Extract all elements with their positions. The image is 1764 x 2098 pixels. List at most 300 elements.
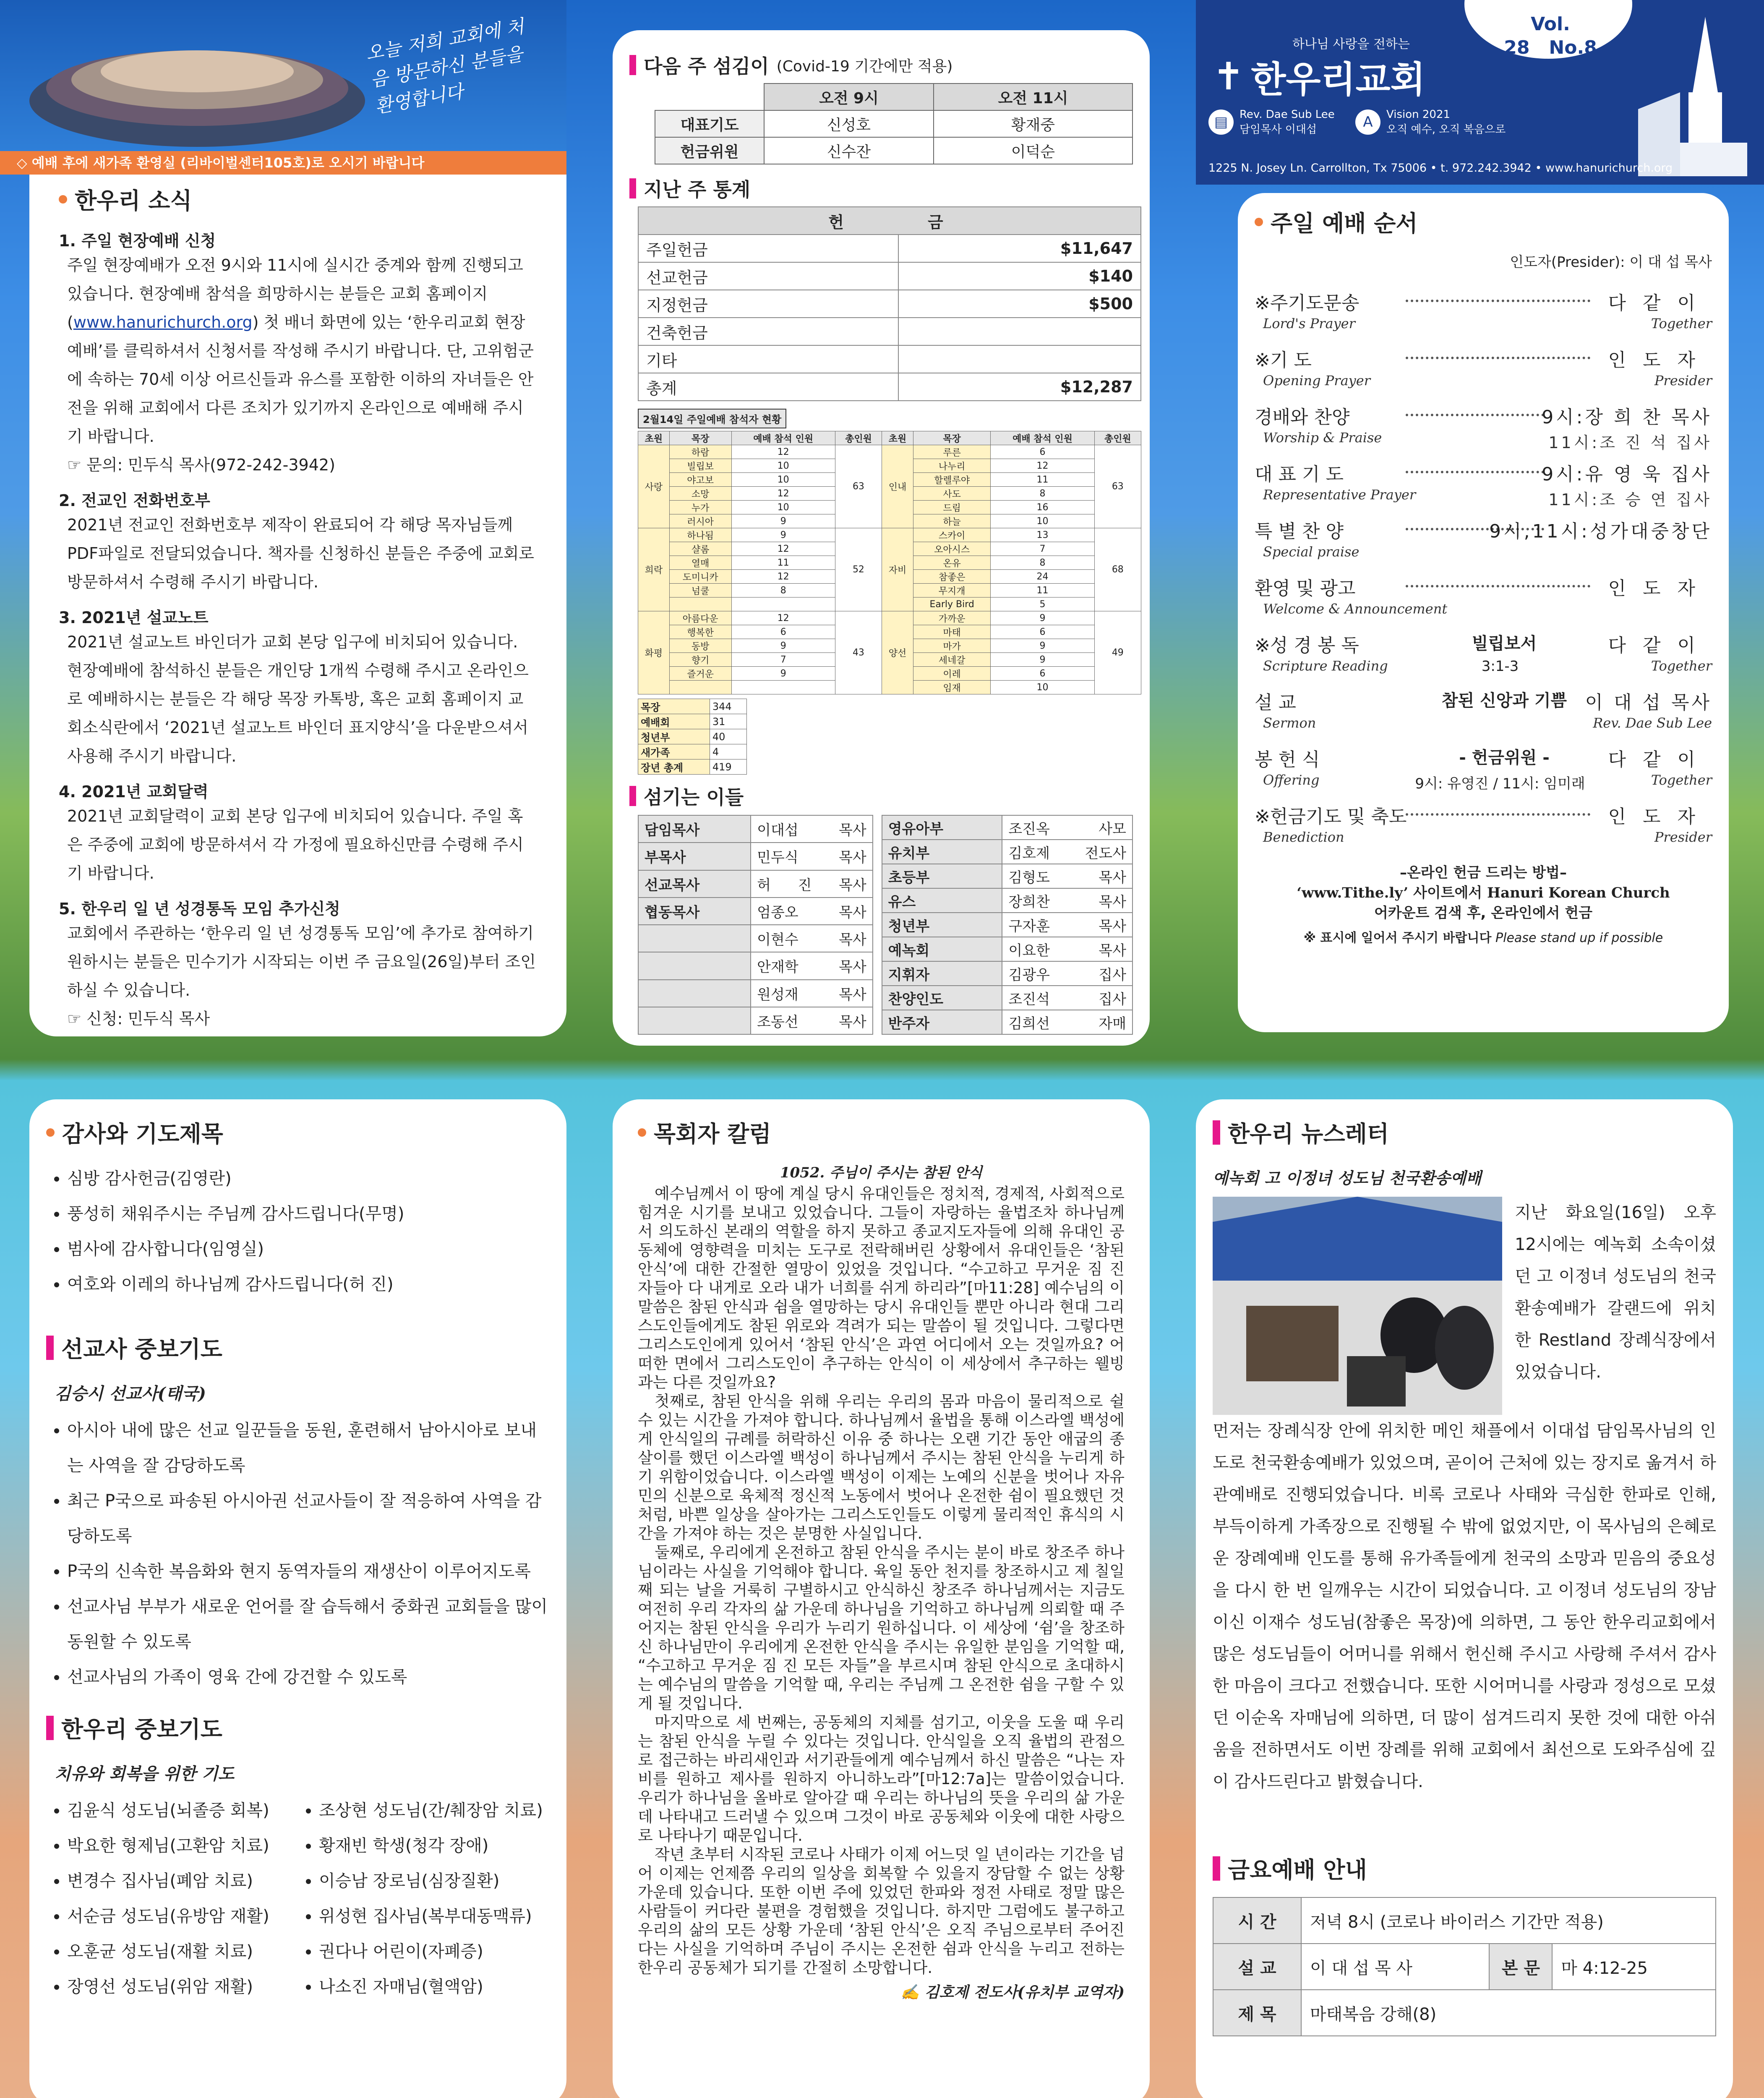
person-name: 안재학 목사 (751, 952, 873, 979)
cell-name: 드림 (913, 501, 991, 514)
person-name: 민두식 목사 (751, 843, 873, 870)
cell-count: 12 (731, 445, 835, 459)
news-item-2 (59, 488, 537, 596)
news-body: 2021년 설교노트 바인더가 교회 본당 입구에 비치되어 있습니다. 현장예배에 참석하신 분들은 개인당 1개씩 수령해 주시고 온라인으로 예배하시는 분들은 각 해당 목장 카톡방, 혹은 교회 홈페이지 교회소식란에서 ‘2021년 설교노트 바인더 표지양식’을 다운받으셔서 사용해 주시기 바랍니다. (67, 633, 529, 765)
list-item: • 나소진 자매님(혈액암) (319, 1969, 543, 2004)
cell-name: 누가 (669, 501, 731, 514)
news-note: ☞ 신청: 민두식 목사 (67, 1010, 210, 1028)
person-name: 이대섭 목사 (751, 815, 873, 843)
table-row (638, 925, 873, 952)
column-header: 목장 (913, 431, 991, 445)
cell-name: 할렐루야 (913, 473, 991, 487)
group-name: 사랑 (638, 445, 670, 528)
list-item: • P국의 신속한 복음화와 현지 동역자들의 재생산이 이루어지도록 (67, 1554, 550, 1589)
order-eng: Representative Prayer (1263, 487, 1416, 503)
order-kor: ※주기도문송 (1255, 292, 1360, 314)
group-name: 인내 (882, 445, 913, 528)
column-header: 초원 (882, 431, 913, 445)
offering-title: 다음 주 섬김이 (Covid-19 기간에만 적용) (629, 51, 1133, 79)
order-leader: 인도자 (1608, 806, 1712, 827)
attendance-title: 2월14일 주일예배 참석자 현황 (638, 409, 786, 428)
order-kor: 봉 헌 식 (1255, 749, 1320, 770)
table-row (638, 843, 873, 870)
order-leader: 9시,11시:성가대중창단 (1489, 521, 1712, 542)
order-leader: 인도자 (1608, 578, 1712, 599)
cell-name: 야고보 (669, 473, 731, 487)
table-row: 기타 (638, 345, 1141, 373)
column-header: 예배 참석 인원 (731, 431, 835, 445)
cell-name: 오아시스 (913, 542, 991, 556)
leader-dots (1406, 471, 1544, 473)
order-kor: 환영 및 광고 (1255, 578, 1356, 599)
order-eng: Offering (1263, 772, 1320, 788)
stats-table: 헌금 주일헌금 $11,647 선교헌금 $140 지정헌금 $500 건축헌금 기타 총계 $12,287 (638, 206, 1141, 401)
role-label: 청년부 (882, 913, 1002, 937)
cell-count: 9 (731, 667, 835, 681)
table-row (638, 714, 747, 729)
cell-name: 예배회 (638, 714, 710, 729)
group-name: 화평 (638, 611, 670, 694)
info-icon: ◇ (17, 155, 32, 171)
group-total: 49 (1094, 611, 1141, 694)
table-row (638, 445, 1141, 459)
bullet-dot-icon (46, 1128, 55, 1137)
cell-count: 5 (991, 598, 1094, 611)
cell-count: 11 (731, 556, 835, 570)
role-label (638, 952, 751, 979)
cell-count: 6 (731, 625, 835, 639)
vision-icon: A (1355, 110, 1380, 135)
list-item: • 심방 감사헌금(김영란) (67, 1161, 550, 1196)
table-row: 선교헌금 $140 (638, 262, 1141, 290)
prayer-panel (29, 1099, 566, 2098)
cell-count: 7 (991, 542, 1094, 556)
group-name: 자비 (882, 528, 913, 611)
list-item: • 황재빈 학생(청각 장애) (319, 1828, 543, 1863)
cell-count: 11 (991, 584, 1094, 598)
cell-name: 빌립보 (669, 459, 731, 473)
news-body: 2021년 교회달력이 교회 본당 입구에 비치되어 있습니다. 주일 혹은 주중에 교회에 방문하셔서 각 가정에 필요하신만큼 수령해 주시기 바랍니다. (67, 807, 524, 882)
person-name: 이요한 목사 (1002, 937, 1133, 961)
role-label: 초등부 (882, 864, 1002, 888)
order-eng: Benediction (1263, 829, 1344, 845)
intercession-title: 한우리 중보기도 (46, 1712, 550, 1744)
church-logo: ✝ 한우리교회 (1213, 54, 1425, 101)
cell-name: 러시아 (669, 514, 731, 528)
stats-title: 지난 주 통계 (629, 175, 1133, 202)
cell-name: 동방 (669, 639, 731, 653)
news-body: 2021년 전교인 전화번호부 제작이 완료되어 각 해당 목자님들께 PDF파일로 전달되었습니다. 책자를 신청하신 분들은 주중에 교회로 방문하셔서 수령해 주시기 바랍니다. (67, 516, 534, 591)
order-kor: ※헌금기도 및 축도 (1255, 806, 1407, 827)
cell-count (731, 598, 835, 611)
list-item: • 조상현 성도님(간/췌장암 치료) (319, 1793, 543, 1828)
servers-table: 오전 9시 오전 11시 대표기도 신성호 황재중 헌금위원 신수잔 이덕순 (655, 83, 1133, 164)
cell-name: 장년 총계 (638, 759, 710, 775)
order-leader-sub: Together (1651, 316, 1712, 331)
table-row: 헌금위원 신수잔 이덕순 (655, 137, 1133, 164)
crowd-photo (25, 4, 369, 147)
role-label (638, 1007, 751, 1034)
column-paragraph: 마지막으로 세 번째는, 공동체의 지체를 섬기고, 이웃을 도울 때 우리는 참된 안식을 누릴 수 있다는 것입니다. 안식일을 오직 율법의 관점으로 접근하는 바리새인과 서기관들에게 예수님께서 하신 말씀은 “나는 자비를 원하고 제사를 원하지 아니하노라”[마12:7a]는 말씀이었습니다. 우리가 하나님을 올바로 알아갈 때 우리는 하나님의 뜻을 우리의 삶 가운데 나타내고 드러낼 수 있으며 그것이 바로 공동체와 이웃에 대한 사랑으로 나타나기 때문입니다. (638, 1713, 1125, 1845)
order-leader-sub: 11시:조 승 연 집사 (1548, 491, 1712, 509)
table-row: 대표기도 신성호 황재중 (655, 110, 1133, 137)
column-paragraph: 예수님께서 이 땅에 계실 당시 유대인들은 정치적, 경제적, 사회적으로 힘겨운 시기를 보내고 있었습니다. 그들이 자랑하는 율법조차 하나님께서 의도하신 본래의 역할을 하지 못하고 종교지도자들에 의해 유대인 공동체에 영향력을 미치는 도구로 전락해버린 상황에서 유대인들은 ‘참된 안식’에 대한 간절한 열망이 있었을 것입니다. “수고하고 무거운 짐 진 자들아 다 내게로 오라 내가 너희를 쉬게 하리라”[마11:28] 예수님의 이 말씀은 참된 안식과 쉼을 열망하는 당시 유대인들 뿐만 아니라 현대 그리스도인들에게도 참된 위로와 격려가 되는 말씀이 될 것입니다. 그렇다면 그리스도인에게 있어서 ‘참된 안식’은 과연 어디에서 오는 것일까요? 어떠한 면에서 그리스도인이 추구하는 안식이 이 세상에서 추구하는 웰빙과는 다른 것일까요? (638, 1185, 1125, 1391)
table-row (638, 729, 747, 744)
header-block (1196, 0, 1764, 185)
cell-count: 8 (991, 487, 1094, 501)
intercession-list-left (46, 1793, 298, 2004)
person-name: 김형도 목사 (1002, 864, 1133, 888)
news-heading: 2. 전교인 전화번호부 (59, 491, 210, 510)
cell-name: 청년부 (638, 729, 710, 744)
role-label: 영유아부 (882, 815, 1002, 840)
table-row (882, 961, 1133, 986)
pastor-info: ▤ Rev. Dae Sub Lee 담임목사 이대섭 (1208, 107, 1335, 137)
section-bar-icon (1213, 1856, 1220, 1881)
bullet-dot-icon (1255, 218, 1263, 226)
worship-panel (1238, 193, 1729, 1032)
list-item: • 이승남 장로님(심장질환) (319, 1863, 543, 1899)
bible-icon: ▤ (1208, 110, 1234, 135)
table-row: 총계 $12,287 (638, 373, 1141, 401)
table-row (638, 759, 747, 775)
cell-count: 12 (731, 487, 835, 501)
cell-name: 새가족 (638, 744, 710, 759)
person-name: 김호제 전도사 (1002, 840, 1133, 864)
tagline: 하나님 사랑을 전하는 (1292, 37, 1410, 52)
order-mid-sub: 9시: 유영진 / 11시: 임미래 (1415, 775, 1585, 792)
order-kor: 경배와 찬양 (1255, 407, 1350, 428)
cell-count: 10 (731, 459, 835, 473)
order-leader: 9시:장 희 찬 목사 (1542, 407, 1712, 428)
table-row: 건축헌금 (638, 318, 1141, 345)
role-label: 협동목사 (638, 898, 751, 925)
table-row (882, 1010, 1133, 1034)
column-paragraph: 작년 초부터 시작된 코로나 사태가 이제 어느덧 일 년이라는 기간을 넘어 이제는 언제쯤 우리의 일상을 회복할 수 있을지 장담할 수 없는 상황가운데 있습니다. 또한 이번 주에 있었던 한파와 정전 사태로 정말 많은 사람들이 커다란 불편을 경험했을 것입니다. 하지만 그럼에도 불구하고 우리의 삶의 모든 상황 가운데 ‘참된 안식’은 오직 주님으로부터 주어진다는 사실을 기억하며 주님이 주시는 온전한 쉼과 안식을 누리고 전하는 한우리 공동체가 되기를 간절히 소망합니다. (638, 1845, 1125, 1977)
table-header (638, 431, 1141, 445)
order-eng: Lord's Prayer (1263, 316, 1355, 331)
column-body (638, 1184, 1125, 1977)
cell-count: 12 (731, 611, 835, 625)
order-item (1255, 345, 1712, 402)
person-name: 구자훈 목사 (1002, 913, 1133, 937)
cell-name: 온유 (913, 556, 991, 570)
order-item (1255, 630, 1712, 687)
order-kor: 대 표 기 도 (1255, 464, 1344, 485)
church-steeple (1621, 8, 1747, 185)
list-item: • 아시아 내에 많은 선교 일꾼들을 동원, 훈련해서 남아시아로 보내는 사역을 잘 감당하도록 (67, 1413, 550, 1483)
thanks-title: 감사와 기도제목 (46, 1116, 550, 1148)
order-eng: Welcome & Announcement (1263, 601, 1448, 617)
order-eng: Worship & Praise (1263, 430, 1382, 446)
news-heading: 4. 2021년 교회달력 (59, 783, 209, 801)
role-label (638, 925, 751, 952)
mission-list (46, 1413, 550, 1695)
cell-name: 도미니카 (669, 570, 731, 584)
leader-dots (1406, 813, 1590, 816)
funeral-photo (1213, 1197, 1502, 1415)
welcome-script: 오늘 저희 교회에 처음 방문하신 분들을 환영합니다 (364, 16, 526, 118)
cell-name: 하늘 (913, 514, 991, 528)
cell-name: 즐거운 (669, 667, 731, 681)
group-total: 52 (835, 528, 882, 611)
section-bar-icon (46, 1716, 54, 1740)
section-bar-icon (629, 178, 636, 198)
cell-count: 13 (991, 528, 1094, 542)
table-row (638, 744, 747, 759)
person-name: 김희선 자매 (1002, 1010, 1133, 1034)
order-leader-sub: 11시:조 진 석 집사 (1548, 433, 1712, 452)
list-item: • 풍성히 채워주시는 주님께 감사드립니다(무명) (67, 1196, 550, 1232)
order-item (1255, 573, 1712, 630)
cell-name (669, 681, 731, 694)
news-item-1 (59, 228, 537, 479)
leader-dots (1406, 300, 1590, 302)
cell-count: 9 (991, 611, 1094, 625)
role-label: 찬양인도 (882, 986, 1002, 1010)
column-paragraph: 둘째로, 우리에게 온전하고 참된 안식을 주시는 분이 바로 창조주 하나님이라는 사실을 기억해야 합니다. 육일 동안 천지를 창조하시고 제 칠일 째 되는 날을 거룩히 구별하시고 안식하신 창조주 하나님께서는 지금도 여전히 우리 각자의 삶 가운데 하나님을 기억하고 하나님께 의뢰할 때 주어지는 참된 안식을 우리가 누리기 원하십니다. 이 세상에 ‘쉼’을 창조하신 하나님만이 우리에게 온전한 안식을 주시는 유일한 분임을 기억할 때, “수고하고 무거운 짐 진 모든 자들”을 부르시며 참된 안식으로 초대하시는 예수님의 말씀을 기억할 때, 우리는 주님께 그 온전한 쉼을 구할 수 있게 될 것입니다. (638, 1543, 1125, 1712)
attendance-table (638, 431, 1141, 694)
homepage-link[interactable]: www.hanurichurch.org (73, 313, 253, 331)
person-name: 조진옥 사모 (1002, 815, 1133, 840)
order-kor: ※성 경 봉 독 (1255, 635, 1359, 656)
order-mid: - 헌금위원 - (1435, 744, 1574, 768)
list-item: • 장영선 성도님(위암 재활) (67, 1969, 298, 2004)
intercession-subtitle: 치유와 회복을 위한 기도 (55, 1764, 235, 1784)
cell-count: 344 (710, 699, 746, 714)
order-leader: 다같이 (1608, 635, 1712, 656)
cross-logo-icon: ✝ (1213, 54, 1245, 99)
cell-count: 24 (991, 570, 1094, 584)
order-mid: 참된 신앙과 기쁨 (1435, 687, 1574, 711)
cell-count: 12 (991, 459, 1094, 473)
order-item (1255, 744, 1712, 801)
cell-name: 루른 (913, 445, 991, 459)
cell-count: 10 (991, 514, 1094, 528)
group-name: 희락 (638, 528, 670, 611)
column-header: 예배 참석 인원 (991, 431, 1094, 445)
cell-count: 11 (991, 473, 1094, 487)
order-item (1255, 459, 1712, 516)
table-row: 설 교 이 대 섭 목 사 본 문 마 4:12-25 (1213, 1944, 1716, 1990)
table-row (638, 952, 873, 979)
column-header: 총인원 (835, 431, 882, 445)
order-leader-sub: Rev. Dae Sub Lee (1593, 715, 1712, 731)
table-row (638, 1007, 873, 1034)
cell-name: 세네갈 (913, 653, 991, 667)
order-item (1255, 801, 1712, 859)
column-header: 초원 (638, 431, 670, 445)
order-kor: ※기 도 (1255, 350, 1312, 371)
newcomer-strip (0, 151, 566, 175)
cell-count: 9 (731, 639, 835, 653)
cell-name: 아름다운 (669, 611, 731, 625)
table-row (882, 864, 1133, 888)
cell-count: 16 (991, 501, 1094, 514)
list-item: • 권다나 어린이(자폐증) (319, 1934, 543, 1969)
column-paragraph: 첫째로, 참된 안식을 위해 우리는 우리의 몸과 마음이 물리적으로 쉴 수 있는 시간을 가져야 합니다. 하나님께서 율법을 통해 이스라엘 백성에게 안식일의 규례를 허락하신 이유 중 하나는 오랜 기간 동안 애굽의 종살이를 했던 이스라엘 백성이 하나님께서 주시는 참된 안식을 누리게 하기 위함이었습니다. 이스라엘 백성이 이제는 노예의 신분을 벗어나 자유민의 신분으로 육체적 정신적 노동에서 벗어나 온전한 쉼이 필요했던 것처럼, 바쁜 일상을 살아가는 그리스도인들도 이렇게 물리적인 휴식의 시간을 가져야 하는 것은 분명한 사실입니다. (638, 1392, 1125, 1542)
list-item: • 최근 P국으로 파송된 아시아권 선교사들이 잘 적응하여 사역을 감당하도록 (67, 1483, 550, 1554)
friday-table (1213, 1897, 1716, 2036)
cell-name: 샬롬 (669, 542, 731, 556)
cell-name (669, 598, 731, 611)
order-kor: 특 별 찬 양 (1255, 521, 1344, 542)
cell-count: 6 (991, 625, 1094, 639)
table-row (638, 611, 1141, 625)
order-item (1255, 402, 1712, 459)
list-item: • 변경수 집사님(폐암 치료) (67, 1863, 298, 1899)
leader-dots (1406, 357, 1590, 359)
order-mid-sub: 3:1-3 (1481, 658, 1519, 675)
role-label: 유치부 (882, 840, 1002, 864)
group-total: 43 (835, 611, 882, 694)
table-row (882, 937, 1133, 961)
cell-name: 향기 (669, 653, 731, 667)
servants-title: 섬기는 이들 (629, 782, 1133, 810)
newsletter-body: 먼저는 장례식장 안에 위치한 메인 채플에서 이대섭 담임목사님의 인도로 천국환송예배가 있었으며, 곧이어 근처에 있는 장지로 옮겨서 하관예배로 진행되었습니다. 비록 코로나 사태와 극심한 한파로 인해, 부득이하게 가족장으로 진행될 수 밖에 없었지만, 이 목사님의 은혜로운 장례예배 인도를 통해 유가족들에게 천국의 소망과 믿음의 중요성을 다시 한 번 일깨우는 시간이 되었습니다. 고 이정녀 성도님의 장남이신 이재수 성도님(참좋은 목장)에 의하면, 그 동안 한우리교회에서 많은 성도님들이 어머니를 위해서 헌신해 주시고 사랑해 주셔서 감사한 마음이 크다고 전했습니다. 또한 시어머니를 사랑과 정성으로 모셨던 이순옥 자매님에 의하면, 더 많이 섬겨드리지 못한 것에 대한 아쉬움을 전하면서도 이번 장례를 위해 교회에서 최선으로 도와주심에 깊이 감사드린다고 밝혔습니다. (1213, 1421, 1716, 1791)
order-leader: 이 대 섭 목사 (1585, 692, 1712, 713)
order-item (1255, 687, 1712, 744)
news-item-3 (59, 605, 537, 770)
bullet-dot-icon (59, 195, 67, 204)
order-eng: Sermon (1263, 715, 1316, 731)
table-row (882, 986, 1133, 1010)
cell-count: 10 (731, 501, 835, 514)
cell-name: 임재 (913, 681, 991, 694)
cell-count: 6 (991, 445, 1094, 459)
list-item: • 박요한 형제님(고환암 치료) (67, 1828, 298, 1863)
column-panel (613, 1099, 1150, 2098)
table-row (638, 699, 747, 714)
list-item: • 선교사님의 가족이 영육 간에 강건할 수 있도록 (67, 1660, 550, 1695)
section-bar-icon (629, 786, 636, 806)
cell-name: 이레 (913, 667, 991, 681)
cell-count: 4 (710, 744, 746, 759)
table-row (638, 528, 1141, 542)
cell-name: 행복한 (669, 625, 731, 639)
worship-title: 주일 예배 순서 (1255, 206, 1712, 238)
role-label: 담임목사 (638, 815, 751, 843)
order-leader: 9시:유 영 욱 집사 (1542, 464, 1712, 485)
person-name: 엄종오 목사 (751, 898, 873, 925)
crowd-banner (0, 0, 566, 151)
person-name: 조진석 집사 (1002, 986, 1133, 1010)
order-mid: 빌립보서 (1435, 630, 1574, 654)
news-heading: 1. 주일 현장예배 신청 (59, 232, 216, 250)
table-row (882, 888, 1133, 913)
newsletter-headline: 예녹회 고 이정녀 성도님 천국환송예배 (1213, 1169, 1482, 1187)
intercession-list-right (298, 1793, 543, 2004)
cell-count: 40 (710, 729, 746, 744)
cell-name: 마가 (913, 639, 991, 653)
news-note: ☞ 문의: 민두식 목사(972-242-3942) (67, 456, 335, 474)
stand-note: ※ 표시에 일어서 주시기 바랍니다 Please stand up if possible (1303, 931, 1663, 945)
group-total: 68 (1094, 528, 1141, 611)
order-leader: 다같이 (1608, 749, 1712, 770)
order-leader: 다같이 (1608, 292, 1712, 314)
section-bar-icon (46, 1336, 54, 1360)
cell-count: 9 (991, 639, 1094, 653)
attendance-summary (638, 699, 747, 775)
column-author: ✍ 김호제 전도사(유치부 교역자) (900, 1983, 1125, 2001)
role-label: 반주자 (882, 1010, 1002, 1034)
bullet-dot-icon (638, 1128, 646, 1137)
order-leader-sub: Presider (1654, 373, 1712, 389)
person-name: 이현수 목사 (751, 925, 873, 952)
order-leader-sub: Together (1651, 772, 1712, 788)
order-eng: Opening Prayer (1263, 373, 1370, 389)
person-name: 허 진 목사 (751, 870, 873, 898)
table-row: 제 목 마태복음 강해(8) (1213, 1990, 1716, 2036)
presider: 인도자(Presider): 이 대 섭 목사 (1510, 254, 1712, 271)
section-bar-icon (1213, 1120, 1220, 1145)
servants-left-table (638, 815, 873, 1035)
cell-name: 스카이 (913, 528, 991, 542)
list-item: • 여호와 이레의 하나님께 감사드립니다(허 진) (67, 1267, 550, 1302)
newcomer-text: 예배 후에 새가족 환영실 (리바이벌센터105호)로 오시기 바랍니다 (31, 155, 425, 171)
table-row: 지정헌금 $500 (638, 290, 1141, 318)
cell-name: 열매 (669, 556, 731, 570)
person-name: 장희찬 목사 (1002, 888, 1133, 913)
role-label: 지휘자 (882, 961, 1002, 986)
cell-count: 12 (731, 542, 835, 556)
column-title: 목회자 칼럼 (638, 1116, 1125, 1148)
issue-info: Vol. 28 No.8 2021. 2. 21 (1500, 13, 1601, 81)
role-label (638, 980, 751, 1007)
cell-name: 사도 (913, 487, 991, 501)
person-name: 원성재 목사 (751, 980, 873, 1007)
role-label: 예녹회 (882, 937, 1002, 961)
address-line: 1225 N. Josey Ln. Carrollton, Tx 75006 • t. 972.242.3942 • www.hanurichurch.org (1208, 162, 1673, 175)
group-name: 양선 (882, 611, 913, 694)
news-body: 주일 현장예배가 오전 9시와 11시에 실시간 중계와 함께 진행되고 있습니다. 현장예배 참석을 희망하시는 분들은 교회 홈페이지(www.hanurichurch.org) 첫 배너 화면에 있는 ‘한우리교회 현장예배’를 클릭하셔서 신청서를 작성해 주시기 바랍니다. 단, 고위험군에 속하는 70세 이상 어르신들과 유스를 포함한 이하의 자녀들은 안전을 위해 교회에서 다른 조치가 있기까지 온라인으로 예배해 주시기 바랍니다. (67, 256, 534, 446)
news-panel (29, 175, 566, 1036)
order-item (1255, 516, 1712, 573)
cell-count: 9 (731, 514, 835, 528)
newsletter-title: 한우리 뉴스레터 (1213, 1116, 1716, 1148)
role-label: 선교목사 (638, 870, 751, 898)
list-item: • 서순금 성도님(유방암 재활) (67, 1899, 298, 1934)
servants-right-table (882, 815, 1133, 1035)
column-header: 총인원 (1094, 431, 1141, 445)
order-kor: 설 교 (1255, 692, 1296, 713)
section-bar-icon (629, 55, 636, 75)
cell-count: 419 (710, 759, 746, 775)
table-row (882, 840, 1133, 864)
cell-name: 하나됨 (669, 528, 731, 542)
list-item: • 범사에 감사합니다(임영실) (67, 1232, 550, 1267)
role-label: 부목사 (638, 843, 751, 870)
news-heading: 5. 한우리 일 년 성경통독 모임 추가신청 (59, 900, 340, 918)
news-heading: 3. 2021년 설교노트 (59, 608, 209, 627)
cell-count: 12 (731, 570, 835, 584)
news-body: 교회에서 주관하는 ‘한우리 일 년 성경통독 모임’에 추가로 참여하기 원하시는 분들은 민수기가 시작되는 이번 주 금요일(26일)부터 조인하실 수 있습니다. (67, 924, 536, 999)
vision-info: A Vision 2021 오직 예수, 오직 복음으로 (1355, 107, 1506, 137)
order-item (1255, 288, 1712, 345)
table-row (638, 980, 873, 1007)
order-leader-sub: Presider (1654, 829, 1712, 845)
cell-name: 나누리 (913, 459, 991, 473)
table-row (882, 913, 1133, 937)
cell-count: 10 (991, 681, 1094, 694)
table-row (882, 815, 1133, 840)
cell-count: 9 (991, 653, 1094, 667)
newsletter-intro: 지난 화요일(16일) 오후 12시에는 예녹회 소속이셨던 고 이정녀 성도님의 천국환송예배가 갈랜드에 위치한 Restland 장례식장에서 있었습니다. (1515, 1203, 1716, 1382)
cell-name: 소망 (669, 487, 731, 501)
thanks-list (46, 1161, 550, 1302)
person-name: 김광우 집사 (1002, 961, 1133, 986)
cell-count: 8 (991, 556, 1094, 570)
